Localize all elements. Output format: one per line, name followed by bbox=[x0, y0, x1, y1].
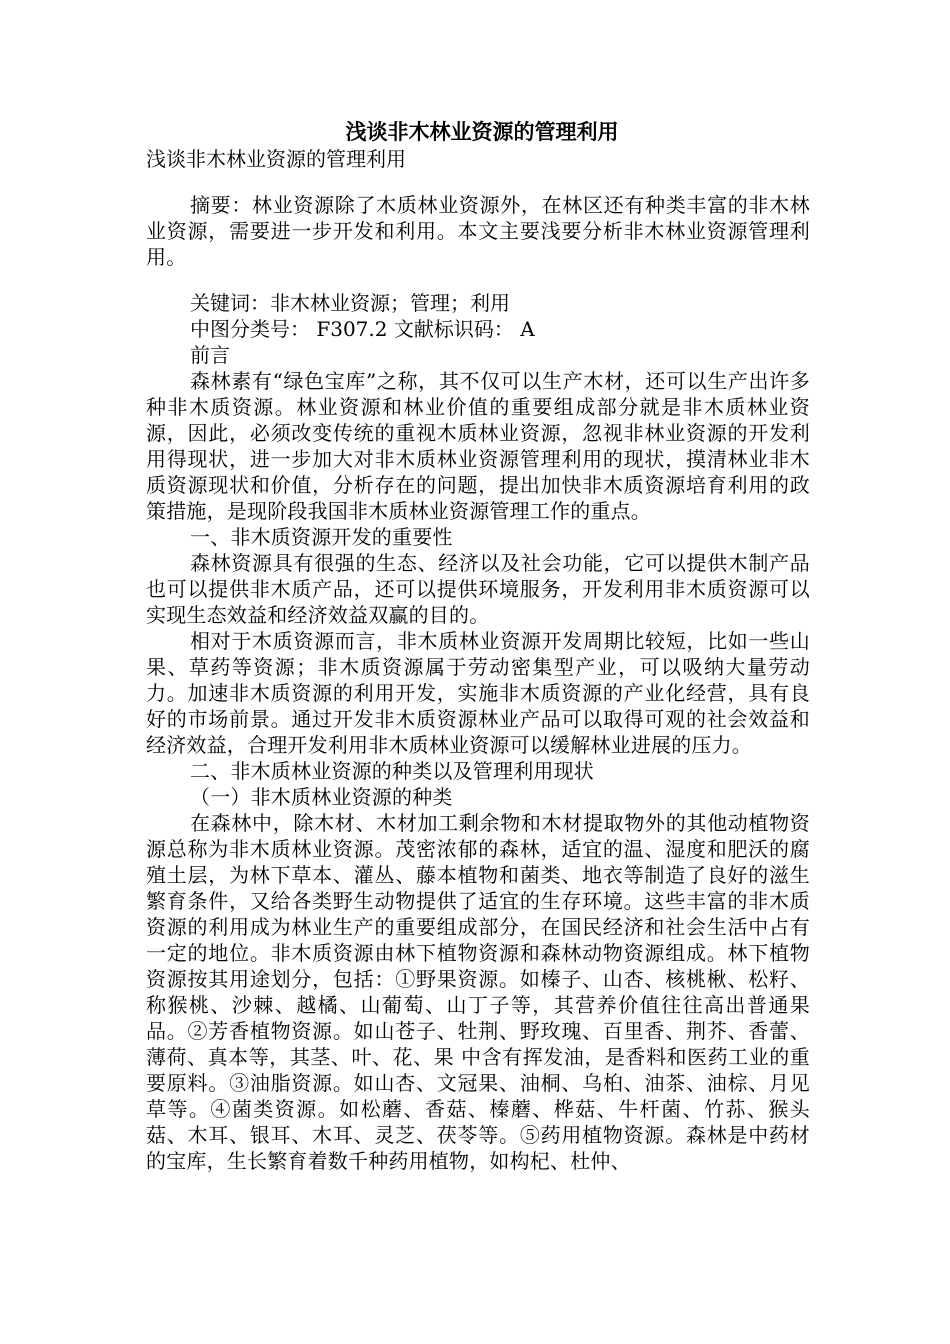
preface-heading: 前言 bbox=[190, 343, 230, 367]
spacer bbox=[146, 270, 810, 290]
classification-line: 中图分类号： F307.2 文献标识码： A bbox=[190, 317, 535, 341]
subsection-heading: （一）非木质林业资源的种类 bbox=[190, 785, 453, 809]
abstract-paragraph: 摘要：林业资源除了木质林业资源外，在林区还有种类丰富的非木林业资源，需要进一步开发和利用。本文主要浅要分析非木林业资源管理利用。 bbox=[146, 193, 810, 269]
spacer bbox=[146, 172, 810, 192]
section-heading-1: 一、非木质资源开发的重要性 bbox=[190, 525, 453, 549]
section-heading-2: 二、非木质林业资源的种类以及管理利用现状 bbox=[190, 759, 594, 783]
document-subtitle: 浅谈非木林业资源的管理利用 bbox=[146, 147, 406, 171]
document-title: 浅谈非木林业资源的管理利用 bbox=[345, 120, 619, 144]
keywords-line: 关键词：非木林业资源；管理；利用 bbox=[190, 291, 510, 315]
body-paragraph: 相对于木质资源而言，非木质林业资源开发周期比较短，比如一些山果、草药等资源；非木质资源属于劳动密集型产业，可以吸纳大量劳动力。加速非木质资源的利用开发，实施非木质资源的产业化经营，具有良好的市场前景。通过开发非木质资源林业产品可以取得可观的社会效益和经济效益，合理开发利用非木质林业资源可以缓解林业进展的压力。 bbox=[146, 629, 810, 757]
body-paragraph: 在森林中，除木材、木材加工剩余物和木材提取物外的其他动植物资源总称为非木质林业资源。茂密浓郁的森林，适宜的温、湿度和肥沃的腐殖土层，为林下草本、灌丛、藤本植物和菌类、地衣等制造了良好的滋生繁育条件，又给各类野生动物提供了适宜的生存环境。这些丰富的非木质资源的利用成为林业生产的重要组成部分，在国民经济和社会生活中占有一定的地位。非木质资源由林下植物资源和森林动物资源组成。林下植物资源按其用途划分，包括：①野果资源。如榛子、山杏、核桃楸、松籽、称猴桃、沙棘、越橘、山葡萄、山丁子等，其营养价值往往高出普通果品。②芳香植物资源。如山苍子、牡荆、野玫瑰、百里香、荆芥、香蕾、薄荷、真本等，其茎、叶、花、果 中含有挥发油，是香料和医药工业的重要原料。③油脂资源。如山杏、文冠果、油桐、乌桕、油茶、油棕、月见草等。④菌类资源。如松蘑、香菇、榛蘑、桦菇、牛杆菌、竹荪、猴头菇、木耳、银耳、木耳、灵芝、茯苓等。⑤药用植物资源。森林是中药材的宝库，生长繁育着数千种药用植物，如构杞、杜仲、 bbox=[146, 811, 810, 1173]
body-paragraph: 森林资源具有很强的生态、经济以及社会功能，它可以提供木制产品也可以提供非木质产品，还可以提供环境服务，开发利用非木质资源可以实现生态效益和经济效益双赢的目的。 bbox=[146, 551, 810, 627]
body-paragraph: 森林素有“绿色宝库”之称，其不仅可以生产木材，还可以生产出许多种非木质资源。林业资源和林业价值的重要组成部分就是非木质林业资源，因此，必须改变传统的重视木质林业资源，忽视非林业资源的开发利用得现状，进一步加大对非木质林业资源管理利用的现状，摸清林业非木质资源现状和价值，分析存在的问题，提出加快非木质资源培育利用的政策措施，是现阶段我国非木质林业资源管理工作的重点。 bbox=[146, 369, 810, 523]
document-page bbox=[146, 118, 810, 1174]
